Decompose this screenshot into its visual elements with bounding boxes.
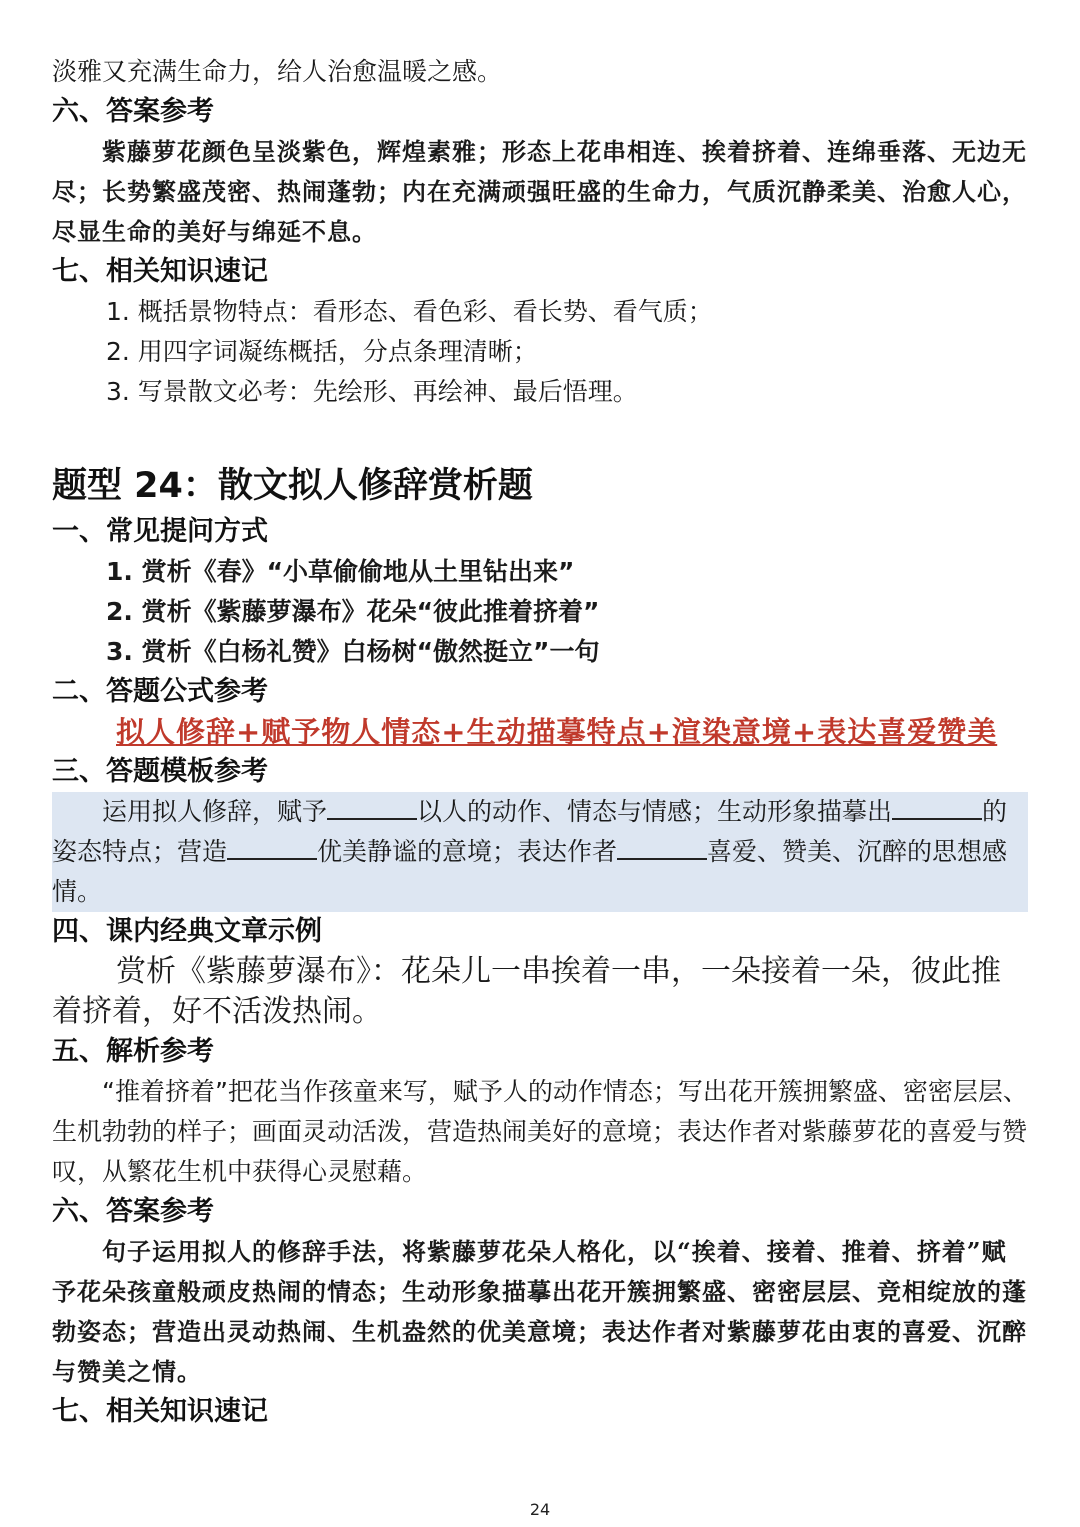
analysis-paragraph: “推着挤着”把花当作孩童来写，赋予人的动作情态；写出花开簇拥繁盛、密密层层、生机勃勃的样子；画面灵动活泼，营造热闹美好的意境；表达作者对紫藤萝花的喜爱与赞叹，从繁花生机中获得心灵慰藉。 xyxy=(52,1077,1028,1186)
template-text: 运用拟人修辞，赋予 xyxy=(102,797,328,826)
heading-template: 三、答题模板参考 xyxy=(52,756,268,787)
heading-example: 四、课内经典文章示例 xyxy=(52,916,322,947)
list-item: 3. 写景散文必考：先绘形、再绘神、最后悟理。 xyxy=(106,377,638,406)
template-text: 以人的动作、情态与情感；生动形象描摹出 xyxy=(417,797,893,826)
fill-blank xyxy=(617,834,707,860)
question-list xyxy=(52,552,1028,672)
heading-answer-ref: 六、答案参考 xyxy=(52,1196,214,1227)
example-sentence: 赏析《紫藤萝瀑布》：花朵儿一串挨着一串，一朵接着一朵，彼此推着挤着，好不活泼热闹。 xyxy=(52,954,1001,1029)
section-title: 题型 24：散文拟人修辞赏析题 xyxy=(52,466,533,506)
fill-blank xyxy=(892,794,982,820)
list-item: 1. 概括景物特点：看形态、看色彩、看长势、看气质； xyxy=(106,297,713,326)
template-text: 喜爱、赞美、沉醉的思想感情。 xyxy=(52,837,1008,906)
template-text: 的姿态特点；营造 xyxy=(52,797,1008,866)
heading-knowledge: 七、相关知识速记 xyxy=(52,256,268,287)
list-item: 3. 赏析《白杨礼赞》白杨树“傲然挺立”一句 xyxy=(106,637,600,666)
list-item: 1. 赏析《春》“小草偷偷地从土里钻出来” xyxy=(106,557,575,586)
fill-blank xyxy=(227,834,317,860)
heading-answer-ref: 六、答案参考 xyxy=(52,96,214,127)
paragraph-fragment: 淡雅又充满生命力，给人治愈温暖之感。 xyxy=(52,57,503,86)
heading-formula: 二、答题公式参考 xyxy=(52,676,268,707)
answer-formula: 拟人修辞+赋予物人情态+生动描摹特点+渲染意境+表达喜爱赞美 xyxy=(116,715,998,749)
heading-analysis: 五、解析参考 xyxy=(52,1036,214,1067)
answer-paragraph: 紫藤萝花颜色呈淡紫色，辉煌素雅；形态上花串相连、挨着挤着、连绵垂落、无边无尽；长势繁盛茂密、热闹蓬勃；内在充满顽强旺盛的生命力，气质沉静柔美、治愈人心，尽显生命的美好与绵延不息。 xyxy=(52,137,1027,246)
list-item: 2. 用四字词凝练概括，分点条理清晰； xyxy=(106,337,538,366)
answer-paragraph: 句子运用拟人的修辞手法，将紫藤萝花朵人格化，以“挨着、接着、推着、挤着”赋予花朵孩童般顽皮热闹的情态；生动形象描摹出花开簇拥繁盛、密密层层、竞相绽放的蓬勃姿态；营造出灵动热闹、生机盎然的优美意境；表达作者对紫藤萝花由衷的喜爱、沉醉与赞美之情。 xyxy=(52,1237,1027,1386)
document-page xyxy=(52,52,1028,1432)
heading-knowledge: 七、相关知识速记 xyxy=(52,1396,268,1427)
answer-template xyxy=(52,792,1028,912)
list-item: 2. 赏析《紫藤萝瀑布》花朵“彼此推着挤着” xyxy=(106,597,600,626)
page-number: 24 xyxy=(529,1500,551,1519)
heading-questions: 一、常见提问方式 xyxy=(52,516,268,547)
knowledge-list xyxy=(52,292,1028,412)
fill-blank xyxy=(327,794,417,820)
template-text: 优美静谧的意境；表达作者 xyxy=(317,837,618,866)
